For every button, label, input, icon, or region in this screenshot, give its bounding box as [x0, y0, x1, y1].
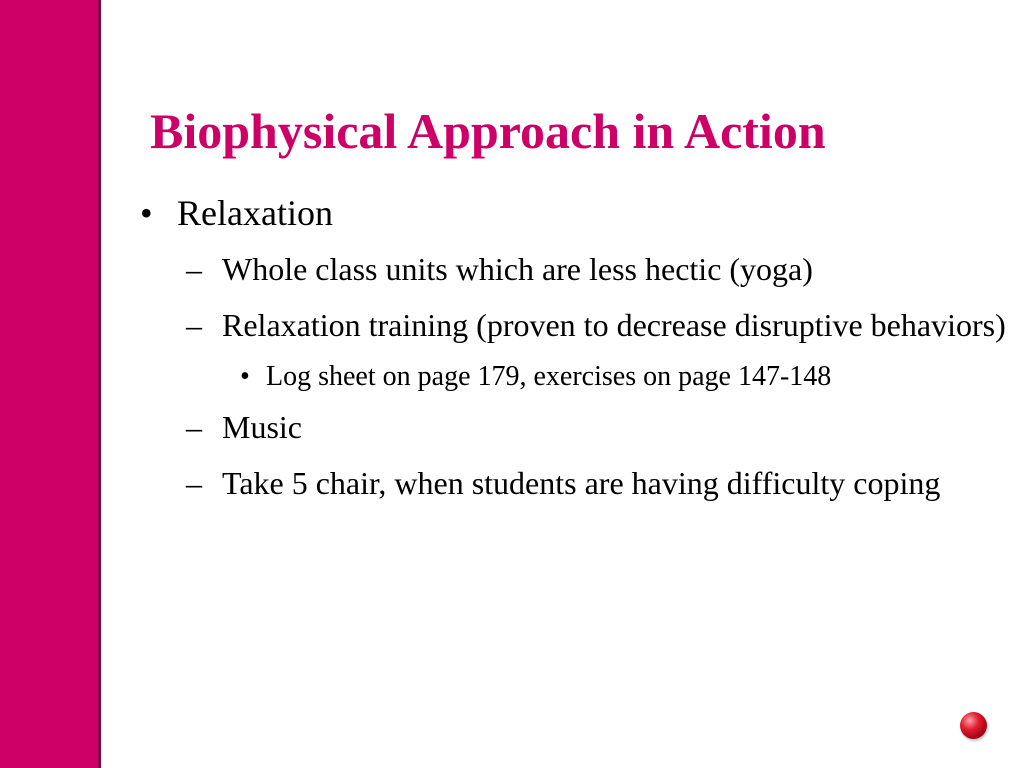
dash-marker: –	[186, 465, 202, 501]
sub-item-text: Relaxation training (proven to decrease disruptive behaviors)	[222, 307, 1006, 343]
sub-item-text: Music	[222, 409, 302, 445]
left-accent-bar	[0, 0, 101, 768]
bullet-text: Relaxation	[177, 193, 333, 233]
sphere-icon	[960, 712, 987, 739]
sub-item-text: Whole class units which are less hectic (yoga)	[222, 251, 813, 287]
dash-marker: –	[186, 307, 202, 343]
bullet-item	[140, 190, 1010, 236]
dash-marker: –	[186, 251, 202, 287]
sub-item	[140, 460, 1010, 506]
sub-item-text: Take 5 chair, when students are having difficulty coping	[222, 465, 941, 501]
dash-marker: –	[186, 409, 202, 445]
sub-sub-item	[140, 360, 1010, 394]
sub-item	[140, 246, 1010, 292]
sub-item	[140, 302, 1010, 348]
slide-title: Biophysical Approach in Action	[150, 103, 826, 159]
slide-content	[140, 190, 1010, 506]
sub-sub-item-text: Log sheet on page 179, exercises on page 147-148	[266, 361, 832, 392]
sub-item	[140, 404, 1010, 450]
bullet-marker: •	[240, 361, 250, 392]
bullet-marker: •	[140, 193, 153, 233]
